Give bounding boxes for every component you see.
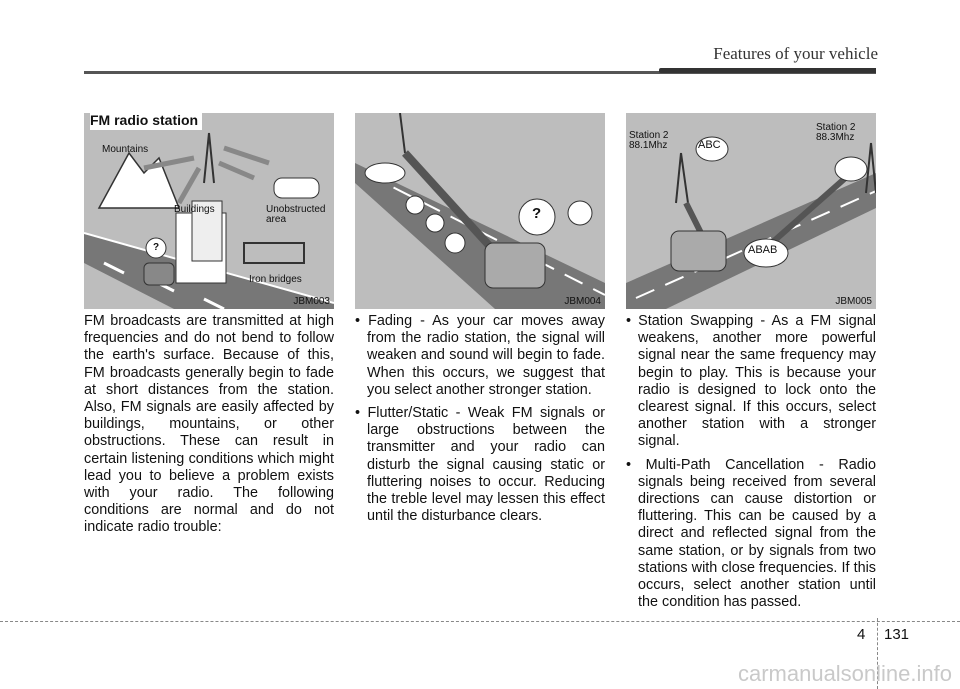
label-mountains: Mountains [102,144,149,155]
fading-illustration [355,113,605,309]
figure-fm-radio-station [84,113,334,309]
bullet-flutter-static: • Flutter/Static - Weak FM signals or large obstructions between the transmitter and your radio can disturb the signal causing static or fluttering noises to occur. Reducing the treble level may lessen this effect until the disturbance clears. [355,405,605,525]
label-station-right: Station 2 88.3Mhz [816,122,856,143]
intro-paragraph: FM broadcasts are transmitted at high frequencies and do not bend to follow the earth's surface. Because of this, FM broadcasts generally begin to fade at short distances from the station. Also, FM signals are easily affected by buildings, mountains, or other obstructions. These can result in certain listening conditions which might lead you to believe a problem exists with your radio. The following conditions are normal and do not indicate radio trouble: [84,313,334,536]
label-unobstructed-area: Unobstructed area [266,204,326,225]
header-title: Features of your vehicle [713,44,878,63]
figure-code: JBM003 [293,296,330,307]
header-rule-accent [659,68,876,73]
figure-station-swapping [626,113,876,309]
label-iron-bridges: Iron bridges [249,274,302,285]
figure-fading [355,113,605,309]
label-buildings: Buildings [174,204,215,215]
chapter-number: 4 [857,626,866,643]
figure-code: JBM005 [835,296,872,307]
bullet-fading: • Fading - As your car moves away from the radio station, the signal will weaken and sound will begin to fade. When this occurs, we suggest that you select another stronger station. [355,313,605,398]
label-abc: ABC [698,139,721,151]
label-question: ? [153,242,160,253]
figure-title: FM radio station [90,113,202,130]
label-question: ? [532,205,542,222]
page-number: 131 [884,626,910,643]
watermark: carmanualsonline.info [737,661,952,686]
column-right [626,313,876,617]
column-left [84,313,334,537]
label-station-left: Station 2 88.1Mhz [629,130,669,151]
column-middle [355,313,605,531]
footer-rule [0,621,960,622]
label-abab: ABAB [748,244,778,256]
figure-code: JBM004 [564,296,601,307]
bullet-multi-path: • Multi-Path Cancellation - Radio signals being received from several directions can cause distortion or fluttering. This can be caused by a direct and reflected signal from the same station, or by signals from two stations with close frequencies. If this occurs, select another station until the condition has passed. [626,456,876,611]
bullet-station-swapping: • Station Swapping - As a FM signal weakens, another more powerful signal near the same frequency may begin to play. This is because your radio is designed to lock onto the clearest signal. If this occurs, select another station with a stronger signal. [626,313,876,450]
